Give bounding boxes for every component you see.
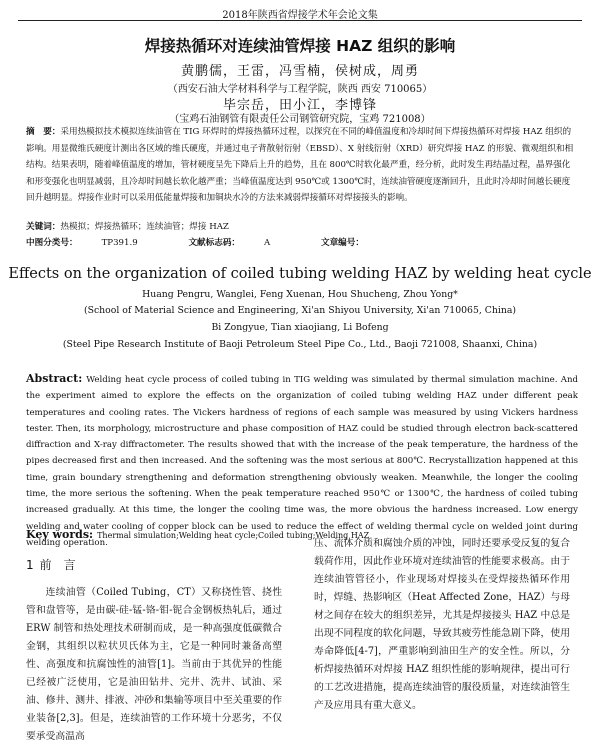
cn-keywords-label: 关键词： [26,222,61,232]
en-authors-2: Bi Zongyue, Tian xiaojiang, Li Bofeng [211,322,389,333]
doc-code-value: A [264,238,271,248]
clc-label: 中图分类号： [26,238,78,248]
en-authors-1: Huang Pengru, Wanglei, Feng Xuenan, Hou Shucheng, Zhou Yong* [142,289,458,300]
intro-paragraph-right: 压、流体介质和腐蚀介质的冲蚀，同时还要承受反复的复合载荷作用，因此作业环境对连续油管的性能要求极高。由于连续油管管径小，作业现场对焊接头在受焊接热循环作用时，焊缝、热影响区（Heat Affected Zone，HAZ）与母材之间存在较大的组织差异，尤其是焊接接头 HAZ 中总是出现不同程度的软化问题，导致其疲劳性能急剧下降，使用寿命降低[4-7]，严重影响到油田生产的安全性。所以，分析焊接热循环对焊接 HAZ 组织性能的影响规律，提出可行的工艺改进措施，提高连续油管的服役质量，对连续油管生产及应用具有重大意义。 [314,538,570,711]
cn-keywords [26,219,578,236]
intro-paragraph-left: 连续油管（Coiled Tubing，CT）又称挠性管、挠性管和盘管等，是由碳-硅-锰-铬-钼-铌合金钢板热轧后，通过 ERW 制管和热处理技术研制而成，是一种高强度低碳微合金钢，其组织以粒状贝氏体为主，它是一种同时兼备高塑性、高强度和抗腐蚀性的油管[1]。当前由于其优异的性能已经被广泛使用，它是油田钻井、完井、洗井、试油、采油、修井、测井、排液、冲砂和集输等项目中至关重要的作业装备[2,3]。但是，连续油管的工作环境十分恶劣，不仅要承受高温高 [26,587,282,742]
en-affiliation-1: (School of Material Science and Engineering, Xi'an Shiyou University, Xi'an 710065, China) [83,305,516,316]
cn-abstract [26,124,578,207]
en-keywords-label: Key words: [26,528,94,541]
body-left-column [26,548,282,746]
clc-value: TP391.9 [101,238,138,248]
en-abstract-text: Welding heat cycle process of coiled tubing in TIG welding was simulated by thermal simulation machine. And the experiment aimed to explore the effects on the organization of coiled tubing welding HAZ under different peak temperatures and cooling rates. The Vickers hardness of regions of each sample was measured by using Vickers hardness tester. Then, its morphology, microstructure and phase composition of HAZ could be studied through electron back-scattered diffraction and X-ray diffractometer. The results showed that with the increase of the peak temperature, the hardness of the pipes decreased first and then increased. And the softening was the most serious at 800℃. Recrystallization happened at this time, grain boundary strengthening and deformation strengthening obviously weaken. Meanwhile, the longer the cooling time, the more serious the softening. When the peak temperature reached 950℃ or 1300℃, the hardness of coiled tubing increased gradually. At this time, the longer the cooling time was, the more obvious the hardness increased. Low energy welding and water cooling of copper block can be used to reduce the effect of welding thermal cycle on welded joint during welding operation. [26,375,578,548]
section-heading [26,556,282,574]
cn-title: 焊接热循环对连续油管焊接 HAZ 组织的影响 [144,37,456,55]
cn-affiliation-1: （西安石油大学材料科学与工程学院，陕西 西安 710065） [167,84,433,95]
body-right-column [314,535,570,715]
en-title: Effects on the organization of coiled tubing welding HAZ by welding heat cycle [8,266,592,282]
classification-line [26,236,412,248]
cn-keywords-text: 热模拟；焊接热循环；连续油管；焊接 HAZ [60,222,229,232]
en-abstract [26,371,578,551]
section-number: 1 [26,558,34,572]
section-title: 前 言 [39,558,76,572]
header-rule [18,20,582,21]
cn-abstract-label: 摘 要： [26,127,61,137]
doc-code-label: 文献标志码： [188,238,241,248]
running-header: 2018年陕西省焊接学术年会论文集 [222,10,378,21]
en-keywords-text: Thermal simulation;Welding heat cycle;Coiled tubing;Welding HAZ [97,531,370,540]
cn-authors-2: 毕宗岳，田小江，李博锋 [222,98,377,113]
cn-affiliation-2: （宝鸡石油钢管有限责任公司钢管研究院，宝鸡 721008） [169,114,431,125]
article-no-label: 文章编号： [320,238,364,248]
en-abstract-label: Abstract: [26,372,83,385]
cn-abstract-text: 采用热模拟技术模拟连续油管在 TIG 环焊时的焊接热循环过程，以探究在不同的峰值温度和冷却时间下焊接热循环对焊接 HAZ 组织的影响。用显微维氏硬度计测出各区域的维氏硬度，并通过电子背散射衍射（EBSD）、X 射线衍射（XRD）研究焊接 HAZ 的形貌、微观组织和相结构。结果表明，随着峰值温度的增加，管材硬度呈先下降后上升的趋势，且在 800℃时软化最严重，经分析，此时发生再结晶过程，晶界强化和形变强化也明显减弱，且冷却时间越长软化越严重；当峰值温度达到 950℃或 1300℃时，连续油管硬度逐渐回升，且此时冷却时间越长硬度回升越明显。焊接作业时可以采用低能量焊接和加铜块水冷的方法来减弱焊接循环对焊接接头的影响。 [26,127,574,203]
en-affiliation-2: (Steel Pipe Research Institute of Baoji Petroleum Steel Pipe Co., Ltd., Baoji 721008, Shaanxi, China) [62,339,538,350]
cn-authors-1: 黄鹏儒，王雷，冯雪楠，侯树成，周勇 [180,64,419,79]
